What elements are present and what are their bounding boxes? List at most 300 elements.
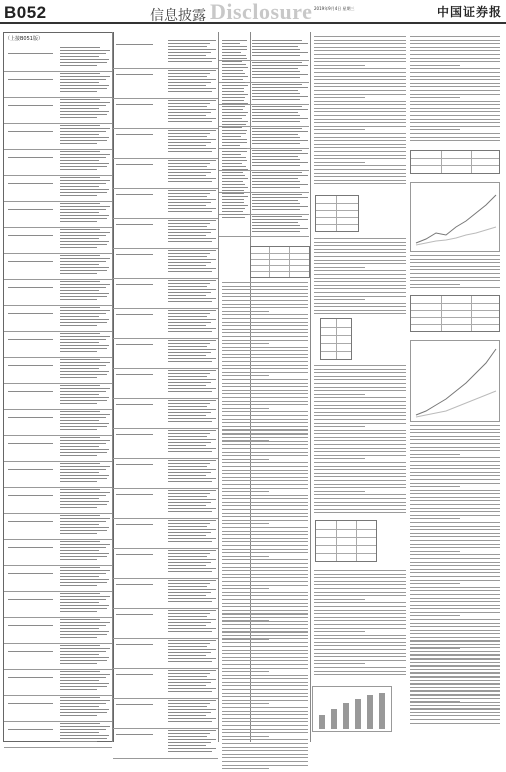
text-line [410,698,500,699]
text-line [168,430,216,431]
text-line [60,726,110,727]
text-line [252,153,308,154]
text-line [410,626,500,627]
text-line [314,129,365,130]
text-line [222,459,269,460]
text-line [314,674,406,675]
text-line [410,432,500,433]
text-line [314,111,406,112]
text-line [60,62,107,63]
text-line [314,437,406,438]
text-line [252,228,308,229]
text-line [168,478,216,479]
text-line [60,154,110,155]
text-line [222,124,246,125]
text-line [60,261,106,262]
text-line [410,457,500,458]
row-divider [4,539,112,540]
text-line [222,444,308,445]
text-line [222,570,308,571]
text-line [60,599,106,600]
text-line [222,765,308,766]
text-line [222,55,246,56]
text-line [222,614,308,615]
text-line [410,475,500,476]
series-line [416,195,496,243]
text-line [60,429,97,430]
text-line [314,108,406,109]
text-line [168,178,216,179]
text-line [222,112,248,113]
text-line [60,455,97,456]
text-lines [168,70,216,94]
text-line [222,82,245,83]
text-line [168,409,216,410]
text-line [60,374,107,375]
text-lines [8,105,53,108]
text-line [60,391,106,392]
text-line [60,622,110,623]
text-line [168,199,216,200]
text-line [222,383,308,384]
text-line [222,430,308,431]
text-line [410,126,500,127]
text-line [314,76,406,77]
text-line [222,685,308,686]
text-line [222,196,248,197]
text-line [222,509,308,510]
row-divider [4,643,112,644]
text-line [314,379,406,380]
text-line [222,43,240,44]
row-divider [113,248,218,249]
text-line [314,412,406,413]
text-line [222,657,308,658]
text-line [60,284,110,285]
text-line [222,628,308,629]
text-line [252,162,308,163]
text-line [252,181,300,182]
text-line [222,513,308,514]
row-divider [113,368,218,369]
text-line [222,296,308,297]
text-line [410,551,460,552]
text-line [168,388,216,389]
text-line [168,376,207,377]
text-line [252,62,302,63]
text-line [168,433,210,434]
text-line [314,512,406,513]
text-line [168,76,207,77]
text-line [168,151,212,152]
text-line [222,505,308,506]
text-line [168,88,216,89]
text-lines [8,521,53,524]
text-lines [116,284,164,287]
text-line [116,134,153,135]
text-line [60,651,106,652]
text-line [222,97,245,98]
text-line [8,209,53,210]
text-line [314,624,406,625]
text-lines [168,640,216,664]
text-line [168,652,211,653]
text-line [410,508,500,509]
text-line [222,169,248,170]
text-line [168,481,212,482]
paragraph [314,570,406,678]
text-lines [60,229,110,250]
text-line [60,299,97,300]
text-line [168,223,210,224]
text-line [222,88,244,89]
text-line [168,238,216,239]
text-line [222,205,248,206]
text-line [168,601,212,602]
text-line [410,483,500,484]
text-line [222,549,308,550]
text-line [410,676,500,677]
text-line [314,86,406,87]
text-line [168,46,207,47]
text-line [314,494,406,495]
text-line [252,231,300,232]
text-line [60,218,107,219]
row-divider [4,435,112,436]
text-lines [60,47,110,68]
text-line [60,365,106,366]
text-line [410,68,500,69]
text-line [168,328,216,329]
text-line [222,495,308,496]
text-line [222,484,308,485]
text-line [252,206,308,207]
text-line [314,444,406,445]
text-line [314,40,406,41]
text-line [314,165,406,166]
text-line [168,82,211,83]
text-line [8,287,53,288]
text-line [314,383,406,384]
text-line [222,610,308,611]
text-line [168,733,210,734]
text-line [168,556,207,557]
text-line [60,420,99,421]
text-line [222,700,308,701]
text-line [168,412,211,413]
text-line [168,91,212,92]
text-lines [168,130,216,154]
text-line [168,100,216,101]
text-line [60,290,99,291]
table-rule [441,296,442,331]
text-line [314,376,406,377]
text-line [60,244,107,245]
text-line [222,343,269,344]
text-lines [116,254,164,257]
paragraph [410,255,500,291]
text-line [222,520,308,521]
text-lines [8,313,53,316]
text-line [314,448,406,449]
text-line [410,640,500,641]
text-line [314,671,406,672]
text-line [410,529,500,530]
text-line [60,307,100,308]
text-line [314,36,406,37]
text-line [314,101,406,102]
text-line [314,158,406,159]
text-line [314,242,406,243]
text-lines [116,374,164,377]
table-rule [251,253,309,254]
text-line [222,190,244,191]
text-line [168,598,216,599]
text-line [222,307,308,308]
text-line [60,463,100,464]
text-line [60,160,99,161]
table-rule [316,545,376,546]
text-line [60,76,110,77]
text-line [252,118,308,119]
distribution-table [315,520,377,562]
text-lines [116,104,164,107]
nav-line-chart-1 [410,182,500,252]
text-line [168,706,207,707]
text-line [116,104,153,105]
text-lines [252,62,308,80]
text-line [168,118,216,119]
text-line [168,421,212,422]
text-line [222,109,243,110]
text-line [222,527,308,528]
text-line [314,610,406,611]
text-line [410,140,500,141]
text-line [222,441,308,442]
text-lines [116,614,164,617]
text-lines [60,515,110,536]
holdings-table [250,246,310,278]
text-line [314,387,406,388]
text-line [60,91,97,92]
text-line [168,745,206,746]
text-line [222,202,244,203]
text-line [252,128,302,129]
text-line [60,553,109,554]
text-line [314,656,406,657]
text-line [168,670,216,671]
text-line [168,55,206,56]
text-line [116,554,153,555]
text-line [410,518,460,519]
text-line [168,418,216,419]
text-line [60,596,110,597]
text-line [410,101,500,102]
text-line [314,306,406,307]
text-line [60,336,110,337]
text-line [252,137,300,138]
text-line [168,130,216,131]
text-line [252,49,300,50]
text-line [410,633,500,634]
text-line [168,241,212,242]
text-line [314,288,406,289]
text-line [60,296,107,297]
text-line [60,385,100,386]
text-lines [116,704,164,707]
chart-bar [343,703,349,729]
text-line [252,99,300,100]
text-line [168,751,212,752]
text-line [314,369,406,370]
text-line [222,707,308,708]
row-divider [4,383,112,384]
text-line [8,469,53,470]
text-line [222,473,308,474]
text-line [252,194,302,195]
text-lines [168,160,216,184]
text-line [222,357,308,358]
text-lines [8,209,53,212]
text-line [60,258,110,259]
text-line [252,71,300,72]
text-line [410,479,500,480]
text-line [410,672,500,673]
text-line [222,181,243,182]
text-line [168,85,206,86]
text-line [168,466,207,467]
text-lines [168,250,216,274]
text-lines [60,697,110,718]
text-lines [168,550,216,574]
text-line [222,541,308,542]
text-line [222,386,308,387]
text-line [168,643,210,644]
text-line [168,220,216,221]
text-line [252,55,300,56]
paragraph [314,238,406,317]
text-line [410,58,500,59]
text-line [60,654,99,655]
text-line [222,178,248,179]
text-line [314,68,406,69]
text-line [222,621,308,622]
text-line [168,688,216,689]
text-lines [8,443,53,446]
text-line [410,115,500,116]
text-line [222,61,242,62]
text-line [410,644,500,645]
text-line [168,226,207,227]
text-line [222,477,308,478]
text-line [222,599,308,600]
text-line [8,521,53,522]
row-divider [4,669,112,670]
text-line [168,655,206,656]
text-line [168,253,210,254]
row-divider [4,201,112,202]
text-line [222,516,308,517]
text-line [314,423,406,424]
text-line [410,598,500,599]
text-line [410,500,500,501]
text-lines [168,700,216,724]
text-line [168,232,211,233]
row-divider [4,747,112,748]
text-line [314,638,406,639]
text-line [60,264,99,265]
text-lines [252,128,308,146]
text-line [410,694,500,695]
text-line [222,79,243,80]
text-lines [8,573,53,576]
text-line [168,331,212,332]
text-line [314,299,365,300]
text-line [116,344,153,345]
text-line [252,46,298,47]
table-rule [316,210,358,211]
text-line [252,187,300,188]
text-line [60,648,110,649]
text-line [168,190,216,191]
text-line [314,484,406,485]
text-line [314,310,406,311]
text-line [168,370,216,371]
text-line [252,90,298,91]
text-line [168,508,216,509]
text-line [314,285,406,286]
text-line [222,115,246,116]
text-line [222,314,308,315]
text-line [116,434,153,435]
text-line [116,254,153,255]
table-rule [316,203,358,204]
text-line [252,121,300,122]
text-line [60,515,100,516]
paragraph [222,282,308,444]
text-line [60,741,97,742]
text-line [410,443,500,444]
text-line [60,313,106,314]
text-line [60,180,110,181]
text-line [168,685,206,686]
text-line [222,211,243,212]
text-line [60,700,110,701]
text-line [60,570,110,571]
text-line [222,163,242,164]
text-line [222,293,308,294]
table-rule [441,151,442,173]
text-line [222,157,246,158]
text-line [168,589,216,590]
text-line [168,265,206,266]
text-line [222,714,308,715]
text-line [168,592,211,593]
text-line [60,706,99,707]
text-line [60,466,110,467]
text-line [314,140,406,141]
text-line [314,426,365,427]
text-line [60,53,106,54]
text-line [222,675,308,676]
text-line [314,631,365,632]
text-line [410,723,500,724]
text-line [314,137,406,138]
column-divider [218,32,219,742]
text-line [252,134,298,135]
text-line [252,84,302,85]
text-line [60,495,106,496]
